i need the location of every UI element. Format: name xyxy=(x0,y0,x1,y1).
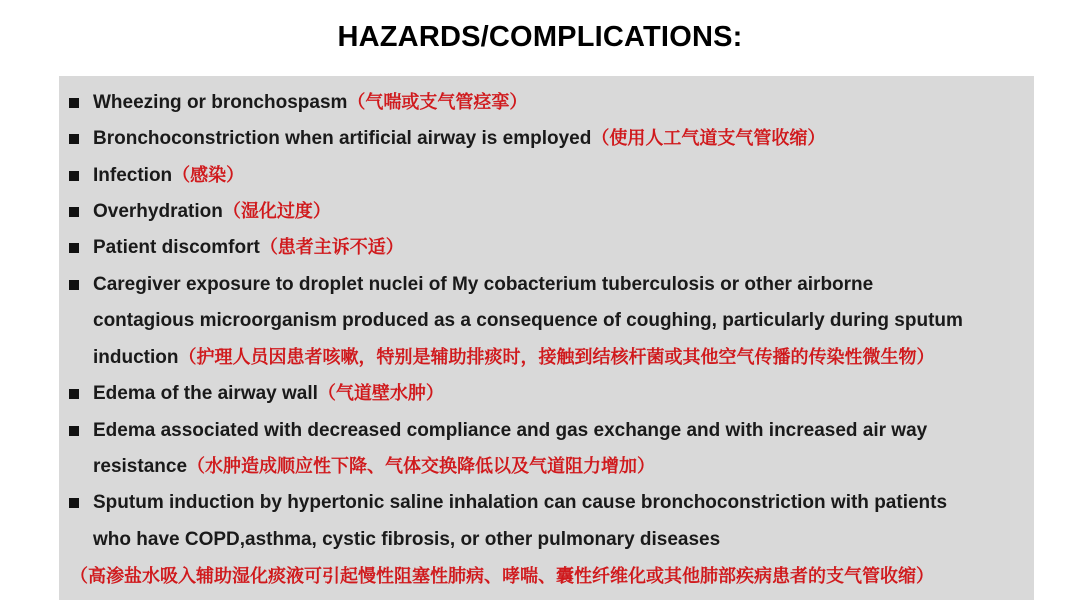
list-item xyxy=(93,194,1043,231)
list-item-continuation xyxy=(93,340,1043,377)
list-item xyxy=(93,376,1043,413)
item-text-en: Infection xyxy=(93,165,173,186)
item-text-zh: （感染） xyxy=(172,165,245,186)
square-bullet-icon xyxy=(69,389,79,399)
list-item xyxy=(93,121,1043,158)
square-bullet-icon xyxy=(69,426,79,436)
page-title: HAZARDS/COMPLICATIONS: xyxy=(337,21,743,53)
item-text-en-line2: contagious microorganism produced as a consequence of coughing, particularly during sputum xyxy=(93,310,963,331)
item-text-en-line1: Sputum induction by hypertonic saline inhalation can cause bronchoconstriction with patients xyxy=(93,492,948,513)
square-bullet-icon xyxy=(69,280,79,290)
list-item-continuation xyxy=(93,522,1043,559)
item-text-en: Edema of the airway wall xyxy=(93,383,318,404)
item-text-zh-full-line: （高渗盐水吸入辅助湿化痰液可引起慢性阻塞性肺病、哮喘、囊性纤维化或其他肺部疾病患者的支气管收缩） xyxy=(70,566,934,587)
list-item-continuation xyxy=(93,303,1043,340)
item-text-en-line1: Edema associated with decreased compliance and gas exchange and with increased air way xyxy=(93,420,928,441)
item-text-en: Overhydration xyxy=(93,201,223,222)
list-item xyxy=(93,85,1043,122)
item-text-zh: （湿化过度） xyxy=(222,201,331,222)
item-text-zh: （水肿造成顺应性下降、气体交换降低以及气道阻力增加） xyxy=(187,456,656,477)
list-item xyxy=(93,485,1043,522)
item-text-zh: （气道壁水肿） xyxy=(317,383,444,404)
list-item xyxy=(93,267,1043,304)
item-text-en-line2: who have COPD,asthma, cystic fibrosis, or other pulmonary diseases xyxy=(93,529,721,550)
square-bullet-icon xyxy=(69,171,79,181)
item-text-en-line1: Caregiver exposure to droplet nuclei of My cobacterium tuberculosis or other airborne xyxy=(93,274,874,295)
list-item xyxy=(93,158,1043,195)
item-text-en: Bronchoconstriction when artificial airway is employed xyxy=(93,128,592,149)
item-text-en: Patient discomfort xyxy=(93,237,260,258)
item-text-zh: （护理人员因患者咳嗽，特别是辅助排痰时，接触到结核杆菌或其他空气传播的传染性微生物） xyxy=(178,347,935,368)
item-text-en: Wheezing or bronchospasm xyxy=(93,92,348,113)
square-bullet-icon xyxy=(69,243,79,253)
list-item xyxy=(93,230,1043,267)
item-text-zh: （气喘或支气管痉挛） xyxy=(347,92,528,113)
square-bullet-icon xyxy=(69,498,79,508)
item-text-zh: （患者主诉不适） xyxy=(259,237,404,258)
square-bullet-icon xyxy=(69,134,79,144)
item-text-en-line3: induction xyxy=(93,347,179,368)
list-item xyxy=(93,413,1043,450)
square-bullet-icon xyxy=(69,98,79,108)
square-bullet-icon xyxy=(69,207,79,217)
list-item-continuation xyxy=(93,449,1043,486)
item-text-zh: （使用人工气道支气管收缩） xyxy=(591,128,826,149)
item-text-en-line2: resistance xyxy=(93,456,188,477)
